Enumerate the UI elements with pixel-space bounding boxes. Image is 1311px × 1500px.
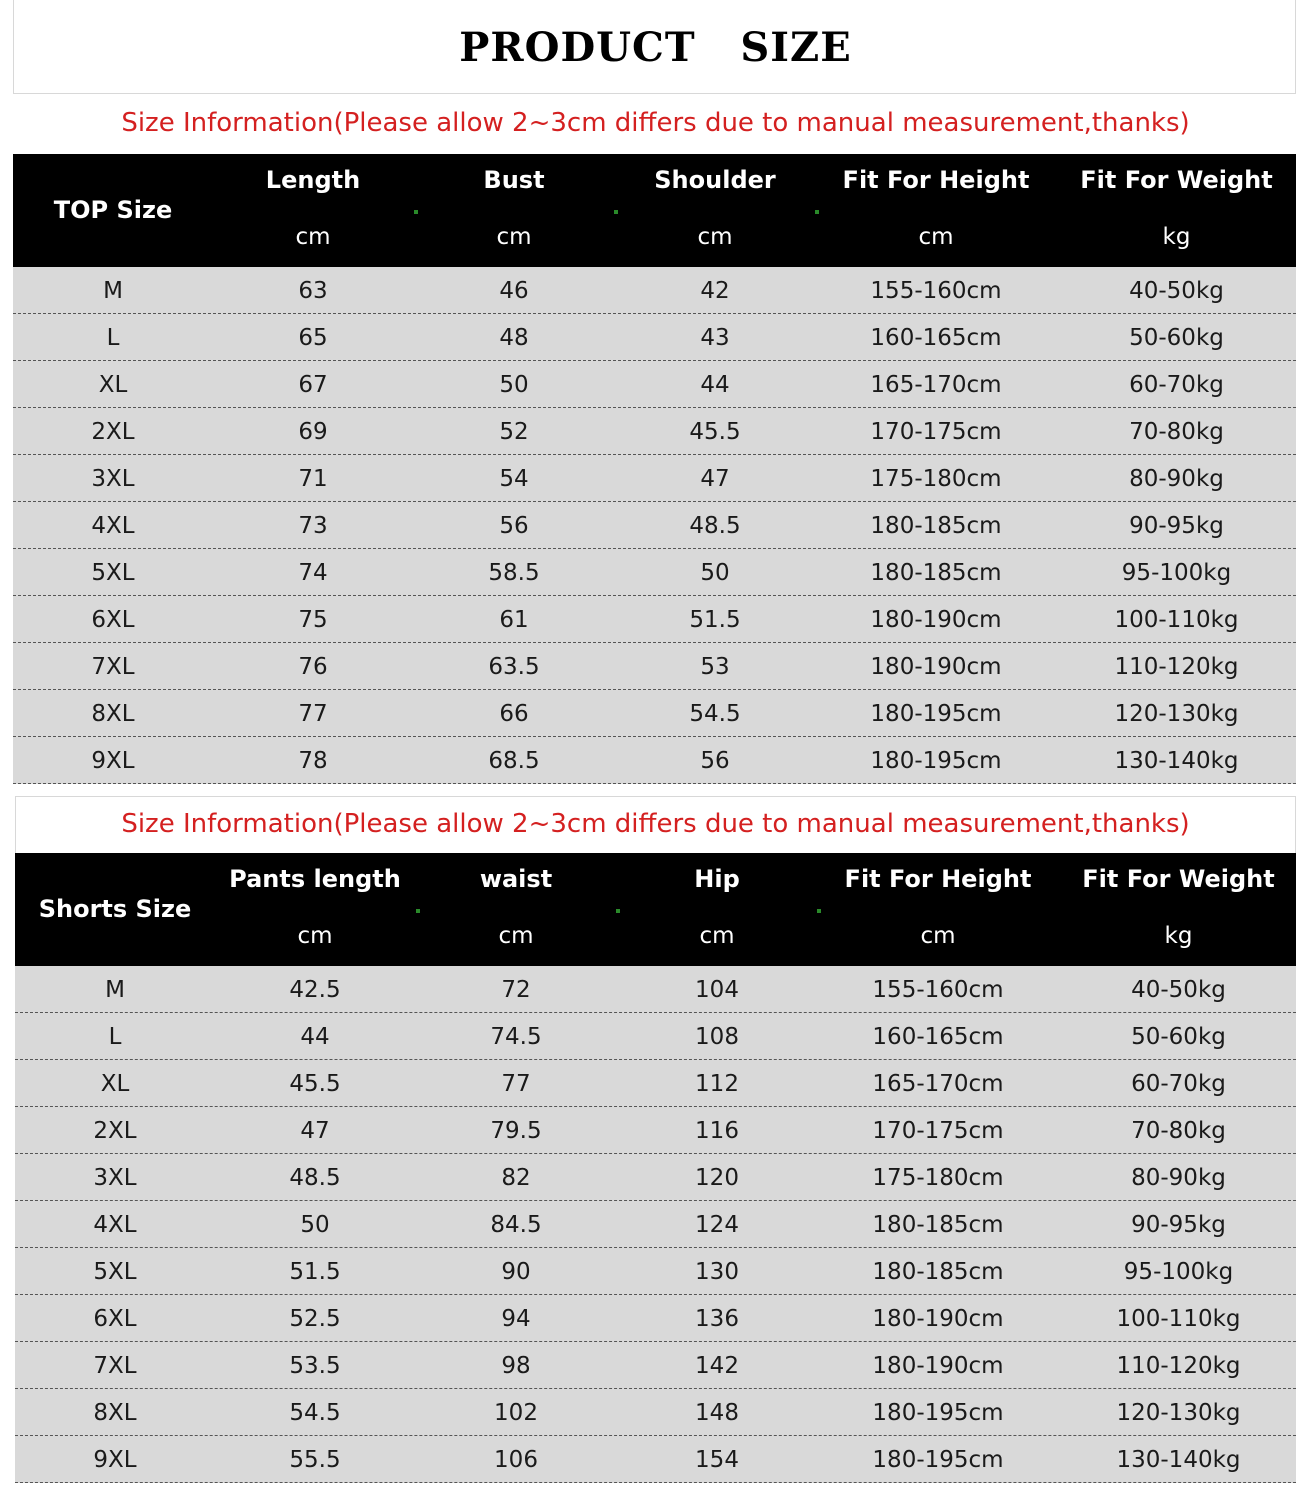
value-cell: 73 — [298, 513, 328, 539]
value-cell: 40-50kg — [1129, 278, 1224, 304]
value-cell: 110-120kg — [1116, 1353, 1241, 1379]
value-cell: 70-80kg — [1129, 419, 1224, 445]
column-name: Bust — [483, 166, 545, 194]
value-cell: 154 — [695, 1447, 739, 1473]
value-cell: 63 — [298, 278, 328, 304]
value-cell: 180-190cm — [872, 1306, 1004, 1332]
size-cell: 6XL — [91, 607, 135, 633]
value-cell: 55.5 — [289, 1447, 341, 1473]
value-cell: 120-130kg — [1114, 701, 1239, 727]
value-cell: 98 — [501, 1353, 531, 1379]
column-name: waist — [479, 865, 553, 893]
value-cell: 180-185cm — [870, 513, 1002, 539]
top-size-label: TOP Size — [53, 196, 173, 224]
value-cell: 56 — [499, 513, 529, 539]
column-name: Length — [265, 166, 361, 194]
value-cell: 180-195cm — [872, 1400, 1004, 1426]
value-cell: 175-180cm — [872, 1165, 1004, 1191]
column-unit: kg — [1162, 224, 1191, 250]
column-name: Fit For Weight — [1080, 166, 1273, 194]
table-row — [13, 314, 1296, 361]
value-cell: 108 — [695, 1024, 739, 1050]
value-cell: 52.5 — [289, 1306, 341, 1332]
size-cell: 7XL — [91, 654, 135, 680]
value-cell: 160-165cm — [870, 325, 1002, 351]
value-cell: 54.5 — [689, 701, 741, 727]
shorts-size-header — [15, 853, 215, 966]
table-row — [15, 1389, 1296, 1436]
value-cell: 90-95kg — [1129, 513, 1224, 539]
size-cell: 7XL — [93, 1353, 137, 1379]
table-row — [15, 1154, 1296, 1201]
shorts-size-table — [15, 853, 1296, 1483]
size-cell: XL — [100, 1071, 130, 1097]
value-cell: 61 — [499, 607, 529, 633]
value-cell: 84.5 — [490, 1212, 542, 1238]
top-size-table — [13, 154, 1296, 784]
value-cell: 170-175cm — [870, 419, 1002, 445]
value-cell: 51.5 — [689, 607, 741, 633]
size-cell: 2XL — [93, 1118, 137, 1144]
value-cell: 165-170cm — [872, 1071, 1004, 1097]
value-cell: 116 — [695, 1118, 739, 1144]
value-cell: 50-60kg — [1129, 325, 1224, 351]
column-name: Hip — [694, 865, 740, 893]
size-cell: 9XL — [91, 748, 135, 774]
value-cell: 45.5 — [289, 1071, 341, 1097]
column-unit: cm — [699, 923, 735, 949]
shorts-col-waist — [415, 853, 617, 966]
shorts-table-body — [15, 966, 1296, 1483]
size-cell: M — [105, 977, 125, 1003]
table-row — [13, 408, 1296, 455]
value-cell: 45.5 — [689, 419, 741, 445]
value-cell: 180-195cm — [870, 748, 1002, 774]
size-cell: 5XL — [91, 560, 135, 586]
value-cell: 44 — [700, 372, 730, 398]
value-cell: 110-120kg — [1114, 654, 1239, 680]
column-unit: cm — [920, 923, 956, 949]
value-cell: 74 — [298, 560, 328, 586]
size-cell: 4XL — [91, 513, 135, 539]
value-cell: 60-70kg — [1131, 1071, 1226, 1097]
table-row — [15, 1248, 1296, 1295]
value-cell: 72 — [501, 977, 531, 1003]
value-cell: 44 — [300, 1024, 330, 1050]
value-cell: 48.5 — [289, 1165, 341, 1191]
value-cell: 60-70kg — [1129, 372, 1224, 398]
column-unit: cm — [295, 224, 331, 250]
value-cell: 42.5 — [289, 977, 341, 1003]
value-cell: 130-140kg — [1116, 1447, 1241, 1473]
value-cell: 106 — [494, 1447, 538, 1473]
value-cell: 100-110kg — [1116, 1306, 1241, 1332]
size-cell: 8XL — [93, 1400, 137, 1426]
column-name: Fit For Height — [844, 865, 1032, 893]
value-cell: 79.5 — [490, 1118, 542, 1144]
decorative-mark — [614, 210, 618, 214]
table-row — [13, 267, 1296, 314]
top-col-shoulder — [615, 154, 815, 267]
size-cell: 9XL — [93, 1447, 137, 1473]
value-cell: 74.5 — [490, 1024, 542, 1050]
value-cell: 52 — [499, 419, 529, 445]
top-col-weight — [1057, 154, 1296, 267]
top-table-header — [13, 154, 1296, 267]
value-cell: 70-80kg — [1131, 1118, 1226, 1144]
size-cell: 5XL — [93, 1259, 137, 1285]
value-cell: 50 — [700, 560, 730, 586]
value-cell: 77 — [501, 1071, 531, 1097]
value-cell: 180-185cm — [872, 1259, 1004, 1285]
decorative-mark — [616, 909, 620, 913]
value-cell: 80-90kg — [1129, 466, 1224, 492]
value-cell: 53 — [700, 654, 730, 680]
top-size-notice: Size Information(Please allow 2~3cm differs due to manual measurement,thanks) — [121, 108, 1190, 138]
table-row — [13, 502, 1296, 549]
value-cell: 69 — [298, 419, 328, 445]
column-name: Shoulder — [654, 166, 776, 194]
value-cell: 180-185cm — [872, 1212, 1004, 1238]
value-cell: 71 — [298, 466, 328, 492]
value-cell: 155-160cm — [872, 977, 1004, 1003]
table-row — [15, 1107, 1296, 1154]
table-row — [13, 737, 1296, 784]
value-cell: 48 — [499, 325, 529, 351]
shorts-size-notice: Size Information(Please allow 2~3cm differs due to manual measurement,thanks) — [121, 809, 1190, 839]
size-cell: 6XL — [93, 1306, 137, 1332]
size-cell: 8XL — [91, 701, 135, 727]
value-cell: 130-140kg — [1114, 748, 1239, 774]
value-cell: 56 — [700, 748, 730, 774]
column-unit: cm — [498, 923, 534, 949]
value-cell: 160-165cm — [872, 1024, 1004, 1050]
value-cell: 46 — [499, 278, 529, 304]
shorts-table-header — [15, 853, 1296, 966]
table-row — [13, 455, 1296, 502]
value-cell: 180-190cm — [870, 654, 1002, 680]
value-cell: 80-90kg — [1131, 1165, 1226, 1191]
value-cell: 67 — [298, 372, 328, 398]
value-cell: 54.5 — [289, 1400, 341, 1426]
shorts-col-height — [817, 853, 1059, 966]
value-cell: 50-60kg — [1131, 1024, 1226, 1050]
value-cell: 90 — [501, 1259, 531, 1285]
value-cell: 155-160cm — [870, 278, 1002, 304]
top-size-header — [13, 154, 213, 267]
value-cell: 54 — [499, 466, 529, 492]
column-name: Pants length — [229, 865, 401, 893]
value-cell: 40-50kg — [1131, 977, 1226, 1003]
value-cell: 47 — [300, 1118, 330, 1144]
table-row — [15, 1436, 1296, 1483]
size-cell: L — [106, 325, 120, 351]
value-cell: 130 — [695, 1259, 739, 1285]
value-cell: 180-190cm — [870, 607, 1002, 633]
value-cell: 180-195cm — [872, 1447, 1004, 1473]
table-row — [13, 549, 1296, 596]
value-cell: 180-195cm — [870, 701, 1002, 727]
column-unit: cm — [496, 224, 532, 250]
table-row — [13, 361, 1296, 408]
size-cell: 3XL — [93, 1165, 137, 1191]
value-cell: 58.5 — [488, 560, 540, 586]
value-cell: 50 — [300, 1212, 330, 1238]
value-cell: 75 — [298, 607, 328, 633]
value-cell: 102 — [494, 1400, 538, 1426]
value-cell: 104 — [695, 977, 739, 1003]
table-row — [15, 1013, 1296, 1060]
value-cell: 53.5 — [289, 1353, 341, 1379]
shorts-col-weight — [1059, 853, 1298, 966]
shorts-size-label: Shorts Size — [38, 895, 192, 923]
value-cell: 63.5 — [488, 654, 540, 680]
value-cell: 66 — [499, 701, 529, 727]
value-cell: 136 — [695, 1306, 739, 1332]
value-cell: 43 — [700, 325, 730, 351]
column-unit: cm — [297, 923, 333, 949]
value-cell: 120-130kg — [1116, 1400, 1241, 1426]
page-title: PRODUCT SIZE — [459, 24, 852, 71]
value-cell: 95-100kg — [1123, 1259, 1234, 1285]
column-name: Fit For Weight — [1082, 865, 1275, 893]
decorative-mark — [414, 210, 418, 214]
value-cell: 175-180cm — [870, 466, 1002, 492]
value-cell: 48.5 — [689, 513, 741, 539]
top-col-bust — [413, 154, 615, 267]
value-cell: 90-95kg — [1131, 1212, 1226, 1238]
size-cell: 4XL — [93, 1212, 137, 1238]
size-cell: L — [108, 1024, 122, 1050]
value-cell: 170-175cm — [872, 1118, 1004, 1144]
size-cell: 3XL — [91, 466, 135, 492]
value-cell: 50 — [499, 372, 529, 398]
value-cell: 124 — [695, 1212, 739, 1238]
table-row — [13, 596, 1296, 643]
value-cell: 42 — [700, 278, 730, 304]
value-cell: 82 — [501, 1165, 531, 1191]
value-cell: 68.5 — [488, 748, 540, 774]
table-row — [13, 690, 1296, 737]
size-cell: M — [103, 278, 123, 304]
value-cell: 112 — [695, 1071, 739, 1097]
value-cell: 100-110kg — [1114, 607, 1239, 633]
top-table-body — [13, 267, 1296, 784]
decorative-mark — [416, 909, 420, 913]
table-row — [15, 1060, 1296, 1107]
value-cell: 148 — [695, 1400, 739, 1426]
decorative-mark — [817, 909, 821, 913]
value-cell: 180-190cm — [872, 1353, 1004, 1379]
value-cell: 95-100kg — [1121, 560, 1232, 586]
shorts-col-pants-length — [215, 853, 415, 966]
table-row — [15, 1295, 1296, 1342]
column-unit: cm — [697, 224, 733, 250]
top-col-length — [213, 154, 413, 267]
value-cell: 78 — [298, 748, 328, 774]
decorative-mark — [815, 210, 819, 214]
top-col-height — [815, 154, 1057, 267]
size-cell: XL — [98, 372, 128, 398]
table-row — [15, 966, 1296, 1013]
column-unit: cm — [918, 224, 954, 250]
value-cell: 76 — [298, 654, 328, 680]
column-name: Fit For Height — [842, 166, 1030, 194]
value-cell: 77 — [298, 701, 328, 727]
value-cell: 94 — [501, 1306, 531, 1332]
value-cell: 120 — [695, 1165, 739, 1191]
shorts-col-hip — [617, 853, 817, 966]
table-row — [15, 1201, 1296, 1248]
table-row — [15, 1342, 1296, 1389]
value-cell: 65 — [298, 325, 328, 351]
table-row — [13, 643, 1296, 690]
size-cell: 2XL — [91, 419, 135, 445]
value-cell: 142 — [695, 1353, 739, 1379]
value-cell: 165-170cm — [870, 372, 1002, 398]
value-cell: 47 — [700, 466, 730, 492]
column-unit: kg — [1164, 923, 1193, 949]
value-cell: 180-185cm — [870, 560, 1002, 586]
value-cell: 51.5 — [289, 1259, 341, 1285]
